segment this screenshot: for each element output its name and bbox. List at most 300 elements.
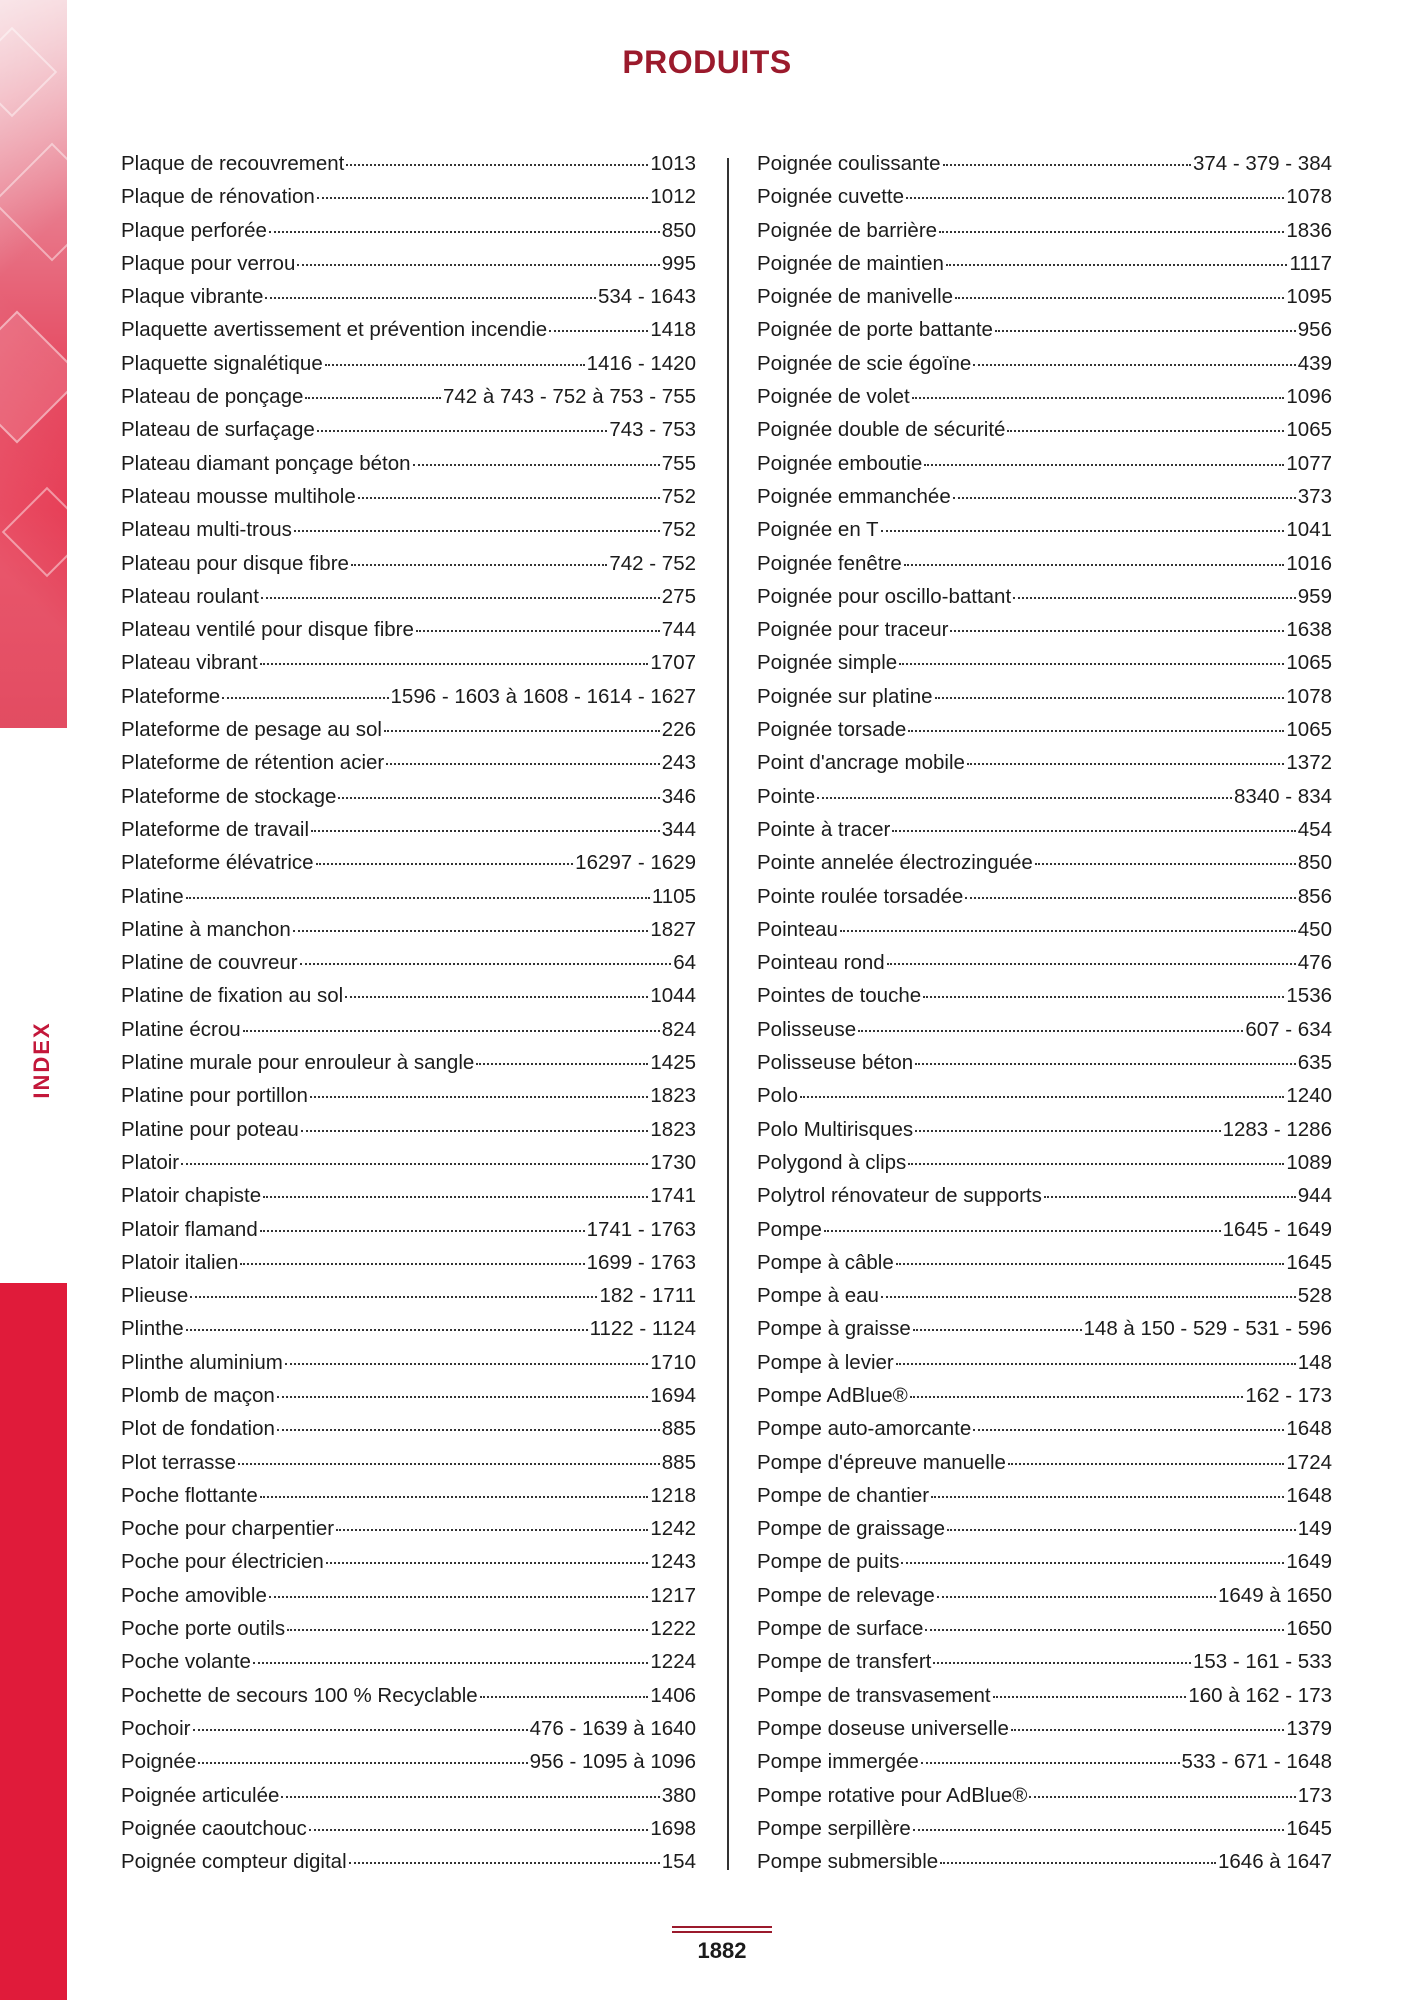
dot-leader [261,597,660,599]
dot-leader [933,1662,1191,1664]
dot-leader [316,863,574,865]
dot-leader [300,963,672,965]
index-term: Plateau de surfaçage [121,418,315,442]
index-page-ref: 1218 [650,1483,696,1507]
dot-leader [346,164,648,166]
index-entry [757,1484,1332,1517]
index-page-ref: 1425 [650,1051,696,1075]
index-term: Platoir [121,1150,180,1174]
index-term: Plaque pour verrou [121,251,296,275]
index-page-ref: 528 [1297,1284,1332,1308]
index-entry [121,418,696,451]
index-page-ref: 1095 [1286,285,1332,309]
index-term: Poignée emboutie [757,451,923,475]
index-page-ref: 1648 [1286,1417,1332,1441]
dot-leader [939,231,1284,233]
dot-leader [881,1296,1296,1298]
index-term: Plateau de ponçage [121,385,304,409]
index-term: Plaque de recouvrement [121,152,345,175]
dot-leader [260,1230,585,1232]
index-entry [121,485,696,518]
index-term: Plaque vibrante [121,285,264,309]
index-entry [757,552,1332,585]
index-page-ref: 344 [661,817,696,841]
index-page-ref: 1379 [1286,1716,1332,1740]
dot-leader [887,963,1296,965]
dot-leader [925,1629,1284,1631]
column-divider [727,158,729,1870]
dot-leader [896,1363,1296,1365]
index-page-ref: 885 [661,1417,696,1441]
dot-leader [386,763,660,765]
index-entry [757,219,1332,252]
dot-leader [293,930,649,932]
index-entry [121,1118,696,1151]
index-entry [757,318,1332,351]
index-page-ref: 1741 [650,1184,696,1208]
index-entry [121,185,696,218]
dot-leader [310,1096,648,1098]
index-term: Pompe rotative pour AdBlue® [757,1783,1028,1807]
page-title: PRODUITS [622,44,792,80]
dot-leader [955,297,1284,299]
index-term: Plot terrasse [121,1450,237,1474]
index-entry [757,152,1332,185]
index-term: Polisseuse [757,1017,857,1041]
index-page-ref: 885 [661,1450,696,1474]
index-term: Polo Multirisques [757,1117,914,1141]
index-term: Pointe roulée torsadée [757,884,964,908]
index-entry [757,1417,1332,1450]
dot-leader [1044,1196,1296,1198]
index-page-ref: 1645 - 1649 [1222,1217,1332,1241]
index-term: Pompe doseuse universelle [757,1716,1009,1740]
index-term: Platine murale pour enrouleur à sangle [121,1051,475,1075]
index-page-ref: 1372 [1286,751,1332,775]
dot-leader [965,897,1296,899]
dot-leader [480,1696,649,1698]
index-page-ref: 1823 [650,1084,696,1108]
index-term: Plateforme [121,684,221,708]
index-term: Poignée emmanchée [757,484,951,508]
index-page-ref: 1078 [1286,684,1332,708]
index-page-ref: 243 [661,751,696,775]
dot-leader [301,1130,649,1132]
index-term: Pompe à levier [757,1350,894,1374]
index-term: Poignée [121,1750,197,1774]
dot-leader [277,1429,660,1431]
dot-leader [904,564,1285,566]
index-term: Pointes de touche [757,984,922,1008]
index-page-ref: 956 [1297,318,1332,342]
dot-leader [993,1696,1187,1698]
index-entry [121,1084,696,1117]
index-page-ref: 1012 [650,185,696,209]
dot-leader [950,630,1284,632]
dot-leader [338,797,659,799]
index-page-ref: 959 [1297,584,1332,608]
index-page-ref: 439 [1297,351,1332,375]
index-page-ref: 1078 [1286,185,1332,209]
index-page-ref: 8340 - 834 [1233,784,1332,808]
index-term: Poche volante [121,1650,251,1674]
index-term: Polytrol rénovateur de supports [757,1184,1042,1208]
dot-leader [253,1662,648,1664]
index-page-ref: 1406 [650,1683,696,1707]
index-term: Platoir flamand [121,1217,258,1241]
dot-leader [953,497,1296,499]
index-term: Plaque de rénovation [121,185,315,209]
dot-leader [265,297,596,299]
dot-leader [1011,1729,1285,1731]
index-entry [757,984,1332,1017]
index-page-ref: 1649 [1286,1550,1332,1574]
dot-leader [186,897,650,899]
index-entry [757,485,1332,518]
index-page-ref: 1065 [1286,418,1332,442]
index-page-ref: 607 - 634 [1245,1017,1332,1041]
index-term: Pompe de relevage [757,1583,935,1607]
index-entry [757,1018,1332,1051]
index-term: Plaquette avertissement et prévention incendie [121,318,548,342]
index-page-ref: 1698 [650,1816,696,1840]
index-page-ref: 1741 - 1763 [586,1217,696,1241]
side-tab-label: INDEX [29,1021,54,1099]
dot-leader [931,1496,1284,1498]
index-term: Platine à manchon [121,917,291,941]
index-term: Poignée pour oscillo-battant [757,584,1012,608]
dot-leader [947,1529,1296,1531]
index-page-ref: 1638 [1286,618,1332,642]
index-term: Poignée pour traceur [757,618,949,642]
index-page-ref: 1416 - 1420 [586,351,696,375]
index-page-ref: 226 [661,718,696,742]
index-page-ref: 373 [1297,484,1332,508]
dot-leader [269,1596,649,1598]
decorative-square [0,311,67,444]
index-term: Pompe de surface [757,1617,924,1641]
index-entry [121,1484,696,1517]
index-term: Poignée double de sécurité [757,418,1006,442]
index-entry [121,1151,696,1184]
index-entry [757,1784,1332,1817]
dot-leader [186,1329,588,1331]
side-tab [22,1000,62,1120]
index-page-ref: 752 [661,484,696,508]
dot-leader [263,1196,648,1198]
index-term: Poche pour électricien [121,1550,324,1574]
index-entry [121,1417,696,1450]
index-page-ref: 160 à 162 - 173 [1188,1683,1332,1707]
index-page-ref: 850 [1297,851,1332,875]
dot-leader [943,164,1191,166]
index-page-ref: 744 [661,618,696,642]
index-page-ref: 16297 - 1629 [575,851,696,875]
index-entry [757,1517,1332,1550]
index-term: Plomb de maçon [121,1383,275,1407]
index-entry [757,518,1332,551]
index-entry [121,352,696,385]
index-entry [121,1351,696,1384]
index-page-ref: 476 [1297,951,1332,975]
index-entry [757,718,1332,751]
index-term: Pompe immergée [757,1750,919,1774]
dot-leader [190,1296,597,1298]
index-entry [121,1051,696,1084]
index-term: Plieuse [121,1284,189,1308]
index-term: Platine de couvreur [121,951,298,975]
index-column-right [757,152,1332,1883]
index-entry [757,1750,1332,1783]
dot-leader [260,1496,649,1498]
index-page-ref: 1699 - 1763 [586,1250,696,1274]
index-page-ref: 380 [661,1783,696,1807]
dot-leader [238,1463,660,1465]
index-page-ref: 1065 [1286,718,1332,742]
dot-leader [1013,597,1296,599]
dot-leader [309,1829,649,1831]
dot-leader [317,197,649,199]
index-term: Plaque perforée [121,218,267,242]
index-entry [121,1218,696,1251]
index-page-ref: 1243 [650,1550,696,1574]
index-term: Poignée simple [757,651,898,675]
index-page-ref: 153 - 161 - 533 [1192,1650,1332,1674]
index-page-ref: 1707 [650,651,696,675]
index-page-ref: 1240 [1286,1084,1332,1108]
index-term: Pompe d'épreuve manuelle [757,1450,1006,1474]
index-entry [757,1584,1332,1617]
index-entry [757,1384,1332,1417]
index-term: Poignée de porte battante [757,318,993,342]
index-term: Pointeau [757,917,838,941]
dot-leader [967,763,1284,765]
index-entry [757,685,1332,718]
index-page-ref: 1224 [650,1650,696,1674]
index-term: Pompe serpillère [757,1816,911,1840]
index-page-ref: 1724 [1286,1450,1332,1474]
index-entry [757,385,1332,418]
index-term: Plateau mousse multihole [121,484,356,508]
index-entry [757,252,1332,285]
index-term: Plateforme de pesage au sol [121,718,382,742]
index-entry [757,352,1332,385]
index-entry [121,1650,696,1683]
index-page-ref: 1823 [650,1117,696,1141]
index-term: Plateau vibrant [121,651,258,675]
index-page-ref: 1646 à 1647 [1217,1850,1332,1874]
index-entry [121,1550,696,1583]
index-term: Poignée de maintien [757,251,944,275]
index-term: Platine pour poteau [121,1117,299,1141]
index-entry [757,1317,1332,1350]
index-entry [121,318,696,351]
index-page-ref: 148 [1297,1350,1332,1374]
index-term: Plateau pour disque fibre [121,551,349,575]
dot-leader [287,1629,648,1631]
dot-leader [910,1396,1244,1398]
index-entry [121,818,696,851]
index-term: Polo [757,1084,799,1108]
index-entry [121,1817,696,1850]
dot-leader [269,231,660,233]
dot-leader [281,1796,659,1798]
index-term: Platine pour portillon [121,1084,308,1108]
dot-leader [915,1063,1296,1065]
index-entry [757,1118,1332,1151]
index-term: Poignée sur platine [757,684,933,708]
dot-leader [923,996,1284,998]
index-entry [757,1351,1332,1384]
index-page-ref: 1730 [650,1150,696,1174]
index-entry [121,984,696,1017]
index-entry [757,1151,1332,1184]
index-entry [121,1184,696,1217]
dot-leader [1035,863,1296,865]
index-page-ref: 64 [673,951,696,975]
dot-leader [901,1562,1284,1564]
index-entry [121,1717,696,1750]
dot-leader [1008,1463,1284,1465]
index-page-ref: 995 [661,251,696,275]
dot-leader [317,430,608,432]
dot-leader [800,1096,1284,1098]
dot-leader [285,1363,649,1365]
index-page-ref: 1596 - 1603 à 1608 - 1614 - 1627 [390,684,696,708]
index-term: Pompe AdBlue® [757,1383,908,1407]
index-term: Poignée caoutchouc [121,1816,307,1840]
dot-leader [912,397,1285,399]
dot-leader [413,464,660,466]
index-page-ref: 1117 [1289,251,1332,275]
dot-leader [384,730,660,732]
index-term: Platoir chapiste [121,1184,262,1208]
index-page-ref: 1222 [650,1617,696,1641]
index-term: Plateau multi-trous [121,518,292,542]
index-entry [121,1384,696,1417]
index-entry [757,1084,1332,1117]
index-page-ref: 454 [1297,817,1332,841]
index-page-ref: 476 - 1639 à 1640 [529,1716,696,1740]
dot-leader [892,830,1295,832]
dot-leader [937,1596,1216,1598]
index-entry [757,1218,1332,1251]
index-entry [121,219,696,252]
index-entry [757,1684,1332,1717]
dot-leader [277,1396,649,1398]
index-term: Platine [121,884,184,908]
index-entry [121,951,696,984]
dot-leader [913,1829,1285,1831]
index-page-ref: 824 [661,1017,696,1041]
dot-leader [349,1862,660,1864]
dot-leader [915,1130,1220,1132]
index-term: Poignée en T [757,518,879,542]
index-entry [121,1750,696,1783]
index-entry [121,651,696,684]
index-page-ref: 1650 [1286,1617,1332,1641]
index-entry [121,885,696,918]
dot-leader [549,330,648,332]
side-decoration-bottom [0,1283,67,2000]
index-entry [121,385,696,418]
index-page-ref: 275 [661,584,696,608]
index-page-ref: 956 - 1095 à 1096 [529,1750,696,1774]
dot-leader [240,1263,584,1265]
index-term: Plinthe aluminium [121,1350,283,1374]
index-entry [757,785,1332,818]
index-entry [121,518,696,551]
dot-leader [973,364,1296,366]
index-term: Poche flottante [121,1483,258,1507]
index-page-ref: 1016 [1286,551,1332,575]
dot-leader [243,1030,660,1032]
dot-leader [899,663,1284,665]
index-entry [121,585,696,618]
index-page-ref: 1041 [1286,518,1332,542]
footer-rule [672,1926,772,1936]
index-term: Poignée de barrière [757,218,938,242]
dot-leader [924,464,1284,466]
index-page-ref: 162 - 173 [1245,1383,1332,1407]
index-term: Plateau roulant [121,584,259,608]
dot-leader [940,1862,1216,1864]
dot-leader [336,1529,648,1531]
index-page-ref: 1649 à 1650 [1217,1583,1332,1607]
index-term: Pompe à graisse [757,1317,911,1341]
index-page-ref: 1694 [650,1383,696,1407]
dot-leader [325,364,585,366]
dot-leader [896,1263,1285,1265]
index-term: Pochoir [121,1716,191,1740]
index-term: Plateau diamant ponçage béton [121,451,411,475]
dot-leader [858,1030,1243,1032]
index-term: Point d'ancrage mobile [757,751,965,775]
index-page-ref: 856 [1297,884,1332,908]
index-entry [121,685,696,718]
dot-leader [881,530,1285,532]
index-entry [121,851,696,884]
index-term: Pompe à eau [757,1284,879,1308]
index-term: Poignée torsade [757,718,907,742]
dot-leader [1007,430,1284,432]
index-page-ref: 1648 [1286,1483,1332,1507]
dot-leader [358,497,660,499]
dot-leader [476,1063,648,1065]
index-entry [121,285,696,318]
decorative-square [0,143,67,262]
index-entry [757,418,1332,451]
dot-leader [345,996,648,998]
index-page-ref: 1077 [1286,451,1332,475]
dot-leader [906,197,1284,199]
index-term: Poche porte outils [121,1617,286,1641]
index-term: Pochette de secours 100 % Recyclable [121,1683,478,1707]
index-term: Platine de fixation au sol [121,984,344,1008]
index-term: Pompe submersible [757,1850,939,1874]
side-decoration-top [0,0,67,728]
index-entry [757,1550,1332,1583]
index-page-ref: 1536 [1286,984,1332,1008]
index-term: Plateforme de travail [121,817,310,841]
index-page-ref: 154 [661,1850,696,1874]
index-entry [121,1784,696,1817]
index-column-left [121,152,696,1883]
index-page-ref: 533 - 671 - 1648 [1181,1750,1332,1774]
index-term: Poignée de manivelle [757,285,954,309]
index-term: Pointeau rond [757,951,885,975]
dot-leader [326,1562,649,1564]
